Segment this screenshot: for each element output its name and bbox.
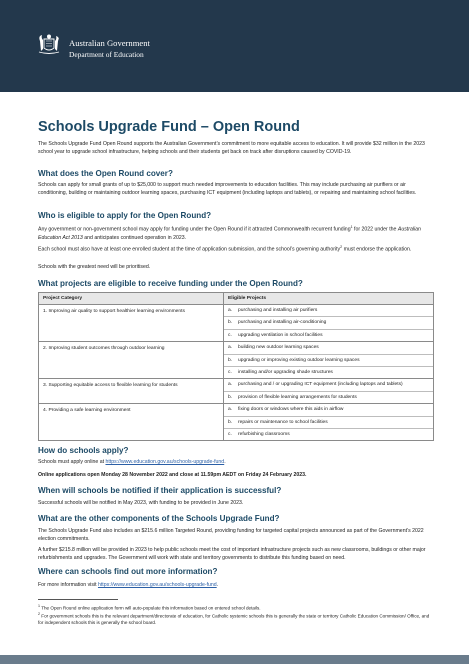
table-row	[39, 379, 434, 404]
eligible-paragraph-1: Any government or non-government school may apply for funding under the Open Round if it attracted Commonwealth recurrent funding$^1$ for 2022 under the Australian Education Act 2013 and anticipates continued operation in 2023.	[38, 225, 421, 241]
table-row	[39, 342, 434, 379]
project-item: a. purchasing and installing air purifiers	[228, 308, 318, 313]
project-category: 4. Providing a safe learning environment	[39, 404, 224, 441]
eligible-paragraph-3: Schools with the greatest need will be prioritised.	[38, 264, 151, 270]
footnote-1: $^1$ The Open Round online application form will auto-populate this information based on entered school details.	[38, 604, 261, 611]
more-info-heading: Where can schools find out more information?	[38, 567, 218, 576]
project-item: b. upgrading or improving existing outdoor learning spaces	[224, 354, 433, 366]
eligible-heading: Who is eligible to apply for the Open Round?	[38, 211, 212, 220]
project-item: b. purchasing and installing air-conditioning	[224, 316, 433, 328]
footnote-2: $^2$ For government schools this is the relevant department/directorate of education, for Catholic systemic schools this is generally the state or territory Catholic Education Commission/ Office, and for independent schools this is generally the school board.	[38, 612, 430, 626]
table-header-row	[39, 293, 434, 305]
page-title: Schools Upgrade Fund – Open Round	[38, 119, 300, 135]
more-info-paragraph: For more information visit https://www.education.gov.au/schools-upgrade-fund.	[38, 582, 219, 588]
footer-bar	[0, 655, 469, 664]
project-category: 1. Improving air quality to support healthier learning environments	[39, 305, 224, 342]
project-item: c. upgrading ventilation in school facilities	[224, 329, 433, 341]
intro-paragraph: The Schools Upgrade Fund Open Round supports the Australian Government’s commitment to more equitable access to education. It will provide $32 million in the 2023 school year to upgrade school infrastructure, helping schools and their students get back on track after disruptions caused by COVID-19.	[38, 141, 425, 155]
footnote-divider	[38, 599, 118, 600]
header-banner	[0, 0, 469, 92]
cover-heading: What does the Open Round cover?	[38, 169, 173, 178]
apply-link[interactable]: https://www.education.gov.au/schools-upgrade-fund	[105, 459, 225, 465]
project-item: c. refurbishing classrooms	[224, 428, 433, 440]
apply-paragraph: Schools must apply online at https://www.education.gov.au/schools-upgrade-fund.	[38, 459, 226, 465]
projects-heading: What projects are eligible to receive funding under the Open Round?	[38, 279, 303, 288]
project-item: a. purchasing and / or upgrading ICT equipment (including laptops and tablets)	[228, 382, 403, 388]
apply-heading: How do schools apply?	[38, 446, 129, 455]
gov-name: Australian Government	[69, 38, 150, 48]
project-category: 3. Supporting equitable access to flexible learning for students	[39, 379, 224, 404]
notified-heading: When will schools be notified if their application is successful?	[38, 486, 282, 495]
project-item: c. installing and/or upgrading shade structures	[224, 366, 433, 378]
more-info-link[interactable]: https://www.education.gov.au/schools-upgrade-fund	[97, 582, 217, 588]
table-row	[39, 404, 434, 441]
project-item: b. repairs or maintenance to school facilities	[224, 416, 433, 428]
cover-paragraph: Schools can apply for small grants of up to $25,000 to support much needed improvements to education facilities. This may include purchasing air purifiers or air conditioning, building or maintaining outdoor learning spaces, purchasing ICT equipment (including laptops and tablets), or repairing and maintaining school facilities.	[38, 182, 417, 196]
project-item: a. fixing doors or windows where this aids in airflow	[228, 407, 344, 413]
coat-of-arms-icon	[36, 33, 62, 55]
department-name: Department of Education	[69, 50, 144, 59]
column-header-projects: Eligible Projects	[224, 293, 434, 305]
eligible-projects-table	[38, 292, 434, 441]
application-dates: Online applications open Monday 28 November 2022 and close at 11.59pm AEDT on Friday 24 February 2023.	[38, 472, 307, 478]
project-item: b. provision of flexible learning arrangements for students	[224, 391, 433, 403]
project-category: 2. Improving student outcomes through outdoor learning	[39, 342, 224, 379]
other-paragraph-2: A further $215.8 million will be provided in 2023 to help public schools meet the cost of important infrastructure projects such as new classrooms, buildings or other major refurbishments and upgrades. The Government will work with state and territory governments to distribute this funding based on need.	[38, 547, 426, 561]
notified-paragraph: Successful schools will be notified in May 2023, with funding to be provided in June 2023.	[38, 500, 244, 506]
other-components-heading: What are the other components of the Schools Upgrade Fund?	[38, 514, 280, 523]
eligible-paragraph-2: Each school must also have at least one enrolled student at the time of application submission, and the school’s governing authority$^2$ must endorse the application.	[38, 245, 412, 253]
other-paragraph-1: The Schools Upgrade Fund also includes an $215.6 million Targeted Round, providing funding for targeted capital projects announced as part of the Government’s 2022 election commitments.	[38, 528, 424, 542]
table-row	[39, 305, 434, 342]
project-item: a. building new outdoor learning spaces	[228, 345, 319, 351]
column-header-category: Project Category	[39, 293, 224, 305]
